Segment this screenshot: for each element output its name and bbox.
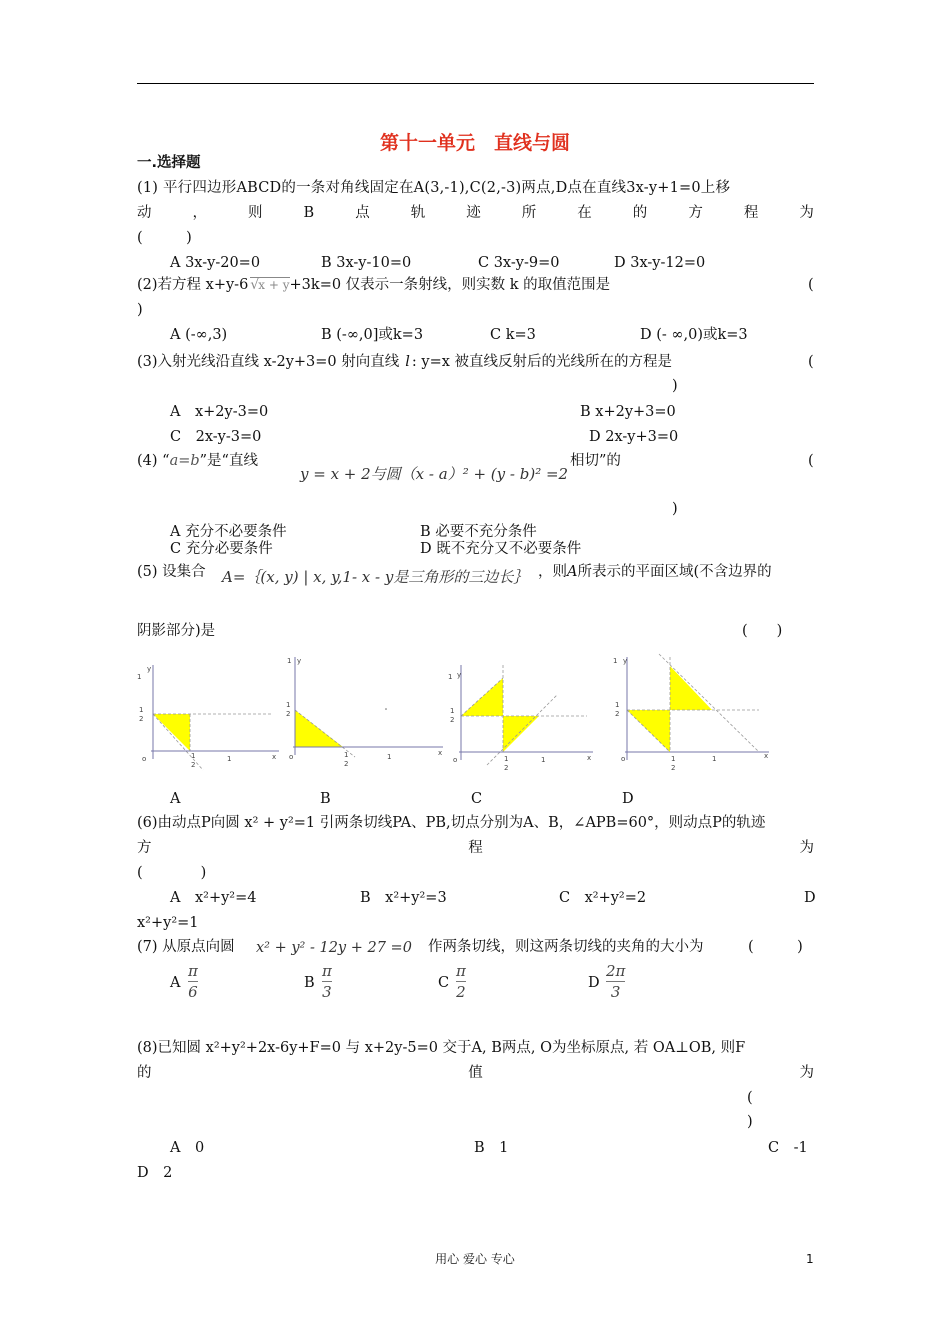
footer-motto: 用心 爱心 专心 [435,1252,515,1266]
q4-option-a: A 充分不必要条件 [170,524,287,540]
q5-stem-line2: 阴影部分)是 [137,623,216,639]
q6-option-a: A x²+y²=4 [170,890,257,906]
tick-half-num-y: 1 [615,701,620,709]
section-heading: 一.选择题 [137,155,201,171]
origin-label: o [289,753,294,761]
tick-one-y: 1 [287,657,292,665]
tick-one-x: 1 [541,756,546,764]
q3-option-a: A x+2y-3=0 [170,404,269,420]
tick-half-den-x: 2 [344,760,349,768]
q5-graph-label-a: A [170,791,181,807]
tick-half-num-x: 1 [504,755,509,763]
q4-paren-open: ( [808,453,814,469]
tick-half-num-x: 1 [191,752,196,760]
tick-half-den-x: 2 [671,764,676,772]
q5-graph-b [283,649,445,772]
q7-stem: (7) 从原点向圆 [137,939,235,955]
page-number: 1 [806,1252,814,1266]
tick-half-den-y: 2 [286,710,291,718]
q8-paren-open: ( [747,1090,753,1106]
q3-stem: (3)入射光线沿直线 x-2y+3=0 射向直线 l : y=x 被直线反射后的光线所在的方程是 [137,354,673,370]
q7-option-c-label: C [438,975,450,991]
tick-half-num-y: 1 [139,706,144,714]
q3-option-d: D 2x-y+3=0 [589,429,679,445]
q7-option-c-fraction: π 2 [456,962,466,1001]
q7-formula: x² + y² - 12y + 27 =0 [256,940,412,956]
y-axis-label: y [147,665,152,673]
tick-one-x: 1 [227,755,232,763]
origin-label: o [453,756,458,764]
tick-half-den-x: 2 [191,761,196,769]
y-axis-label: y [297,657,302,665]
q5-graph-d [609,649,771,773]
q4-stem: (4) “a=b”是“直线 [137,453,258,469]
q2-option-c: C k=3 [490,327,536,343]
origin-label: o [621,755,626,763]
q6-stem-line2: 方 程 为 [137,840,814,856]
origin-label: o [142,755,147,763]
q3-paren-close: ) [672,378,678,394]
q4-option-b: B 必要不充分条件 [420,524,537,540]
q5-set-formula: A=｛(x, y) | x, y,1- x - y是三角形的三边长｝ [222,568,529,586]
q7-option-d-label: D [588,975,600,991]
q7-option-a-label: A [170,975,181,991]
shaded-region-upper [670,666,712,710]
q6-option-b: B x²+y²=3 [360,890,447,906]
y-axis-label: y [623,657,628,665]
q4-option-d: D 既不充分又不必要条件 [420,541,582,557]
q8-stem: (8)已知圆 x²+y²+2x-6y+F=0 与 x+2y-5=0 交于A, B两点, O为坐标原点, 若 OA⊥OB, 则F [137,1040,746,1056]
q5-stem-mid: ，则A所表示的平面区域(不含边界的 [538,564,772,580]
shaded-region-lower [503,716,539,752]
q7-option-b-label: B [304,975,315,991]
q1-option-c: C 3x-y-9=0 [478,255,560,271]
q5-graph-c [447,655,597,773]
q3-option-c: C 2x-y-3=0 [170,429,262,445]
q4-option-c: C 充分必要条件 [170,541,273,557]
q5-answer-paren: ( ) [742,623,783,639]
tick-half-num-x: 1 [344,751,349,759]
tick-half-den-y: 2 [450,716,455,724]
q2-option-d: D (- ∞,0)或k=3 [640,327,748,343]
tick-one-y: 1 [613,657,618,665]
q8-paren-close: ) [747,1114,753,1130]
tick-half-num-x: 1 [671,755,676,763]
q3-paren-open: ( [808,354,814,370]
q4-stem-tail: 相切”的 [570,453,621,469]
q1-stem: (1) 平行四边形ABCD的一条对角线固定在A(3,-1),C(2,-3)两点,D点在直线3x-y+1=0上移 [137,180,731,196]
tick-one-y: 1 [137,673,142,681]
q6-option-d-label: D [804,890,816,906]
x-axis-label: x [764,752,769,760]
q4-formula: y = x + 2与圆（x - a）² + (y - b)² =2 [300,465,569,483]
header-rule [137,83,814,84]
tick-half-den-x: 2 [504,764,509,772]
x-axis-label: x [587,754,592,762]
tick-half-num-y: 1 [450,707,455,715]
q6-stem: (6)由动点P向圆 x² + y²=1 引两条切线PA、PB,切点分别为A、B，∠APB=60°，则动点P的轨迹 [137,815,766,831]
q8-option-d: D 2 [137,1165,173,1181]
shaded-region-upper [461,678,503,716]
y-axis-label: y [457,671,462,679]
q2-option-a: A (-∞,3) [170,327,228,343]
q7-option-d-fraction: 2π 3 [606,962,626,1001]
q1-option-a: A 3x-y-20=0 [170,255,261,271]
q7-stem-tail: 作两条切线，则这两条切线的夹角的大小为 [428,939,704,955]
q2-paren-close: ) [137,302,143,318]
q4-paren-close: ) [672,501,678,517]
shaded-region [153,714,190,751]
q6-option-d: x²+y²=1 [137,915,199,931]
x-axis-label: x [438,749,443,757]
q5-graph-label-d: D [622,791,634,807]
q3-option-b: B x+2y+3=0 [580,404,676,420]
tick-half-den-y: 2 [139,715,144,723]
q1-option-d: D 3x-y-12=0 [614,255,706,271]
q8-option-c: C -1 [768,1140,808,1156]
q8-option-b: B 1 [474,1140,509,1156]
q2-paren-open: ( [808,277,814,293]
q7-answer-paren: ( ) [748,939,803,955]
q6-option-c: C x²+y²=2 [559,890,647,906]
q8-stem-line2: 的 值 为 [137,1065,814,1081]
x-axis-label: x [272,753,277,761]
page-title: 第十一单元 直线与圆 [379,132,570,154]
q1-answer-paren: ( ) [137,230,192,246]
q1-stem-line2: 动 ， 则 B 点 轨 迹 所 在 的 方 程 为 [137,205,814,221]
tick-half-den-y: 2 [615,710,620,718]
tick-one-y: 1 [448,673,453,681]
q6-answer-paren: ( ) [137,865,207,881]
q1-option-b: B 3x-y-10=0 [321,255,412,271]
q2-stem: (2)若方程 x+y-6 √ x + y+3k=0 仅表示一条射线，则实数 k 的取值范围是 [137,277,611,293]
q7-option-b-fraction: π 3 [322,962,332,1001]
q7-option-a-fraction: π 6 [188,962,198,1001]
q5-stem: (5) 设集合 [137,564,206,580]
q5-graph-a [133,655,285,772]
q5-graph-label-c: C [471,791,483,807]
q2-option-b: B (-∞,0]或k=3 [321,327,424,343]
q5-graph-label-b: B [320,791,331,807]
tick-one-x: 1 [387,753,392,761]
q2-sqrt: √ x + y [250,277,290,293]
tick-one-x: 1 [712,755,717,763]
tick-half-num-y: 1 [286,701,291,709]
q8-option-a: A 0 [170,1140,205,1156]
